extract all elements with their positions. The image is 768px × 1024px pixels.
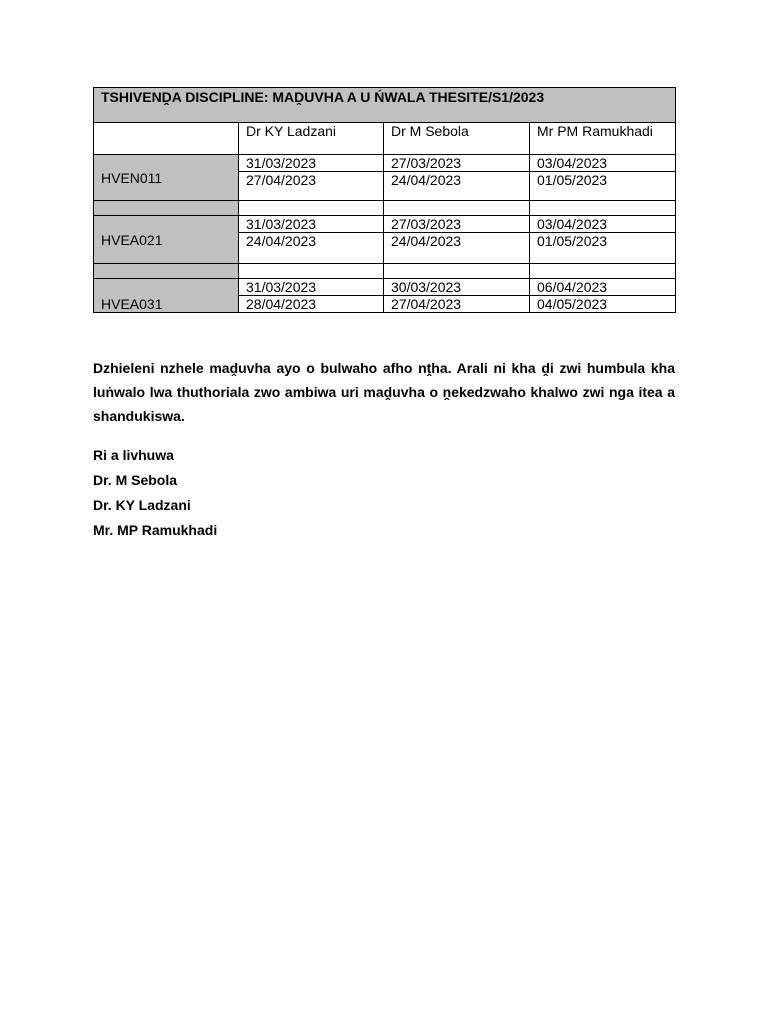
date-cell: 24/04/2023	[384, 172, 530, 201]
date-cell: 27/04/2023	[384, 296, 530, 313]
signatory: Dr. M Sebola	[93, 472, 178, 488]
date-cell: 24/04/2023	[384, 233, 530, 264]
date-cell: 28/04/2023	[239, 296, 384, 313]
date-cell: 01/05/2023	[530, 233, 676, 264]
date-cell: 04/05/2023	[530, 296, 676, 313]
table-header-row	[94, 123, 676, 155]
instruction-paragraph: Dzhieleni nzhele maḓuvha ayo o bulwaho afho nṱha. Arali ni kha ḓi zwi humbula kha luṅwalo lwa thuthoriala zwo ambiwa uri maḓuvha o ṋekedzwaho khalwo zwi nga itea a shandukiswa.	[93, 360, 675, 424]
date-cell: 31/03/2023	[239, 279, 384, 296]
module-code-cell: HVEA031	[94, 279, 239, 313]
signatory: Dr. KY Ladzani	[93, 497, 191, 513]
date-cell: 03/04/2023	[530, 216, 676, 233]
date-cell: 24/04/2023	[239, 233, 384, 264]
spacer-row	[94, 264, 676, 279]
table-row	[94, 155, 676, 172]
column-header-blank	[94, 123, 239, 155]
module-code-cell: HVEA021	[94, 216, 239, 264]
closing-block	[93, 443, 493, 543]
date-cell: 06/04/2023	[530, 279, 676, 296]
date-cell: 03/04/2023	[530, 155, 676, 172]
signatory: Mr. MP Ramukhadi	[93, 522, 218, 538]
date-cell: 27/03/2023	[384, 155, 530, 172]
date-cell: 31/03/2023	[239, 155, 384, 172]
date-cell: 01/05/2023	[530, 172, 676, 201]
date-cell: 30/03/2023	[384, 279, 530, 296]
module-code-cell: HVEN011	[94, 155, 239, 201]
date-cell: 27/04/2023	[239, 172, 384, 201]
salutation: Ri a livhuwa	[93, 447, 174, 463]
table-row	[94, 279, 676, 296]
date-cell: 27/03/2023	[384, 216, 530, 233]
date-cell: 31/03/2023	[239, 216, 384, 233]
table-title: TSHIVENḒA DISCIPLINE: MAḒUVHA A U ŃWALA THESITE/S1/2023	[94, 88, 676, 123]
table-row	[94, 216, 676, 233]
column-header-sebola: Dr M Sebola	[384, 123, 530, 155]
spacer-row	[94, 201, 676, 216]
column-header-ramukhadi: Mr PM Ramukhadi	[530, 123, 676, 155]
column-header-ladzani: Dr KY Ladzani	[239, 123, 384, 155]
thesis-schedule-table	[93, 87, 676, 313]
